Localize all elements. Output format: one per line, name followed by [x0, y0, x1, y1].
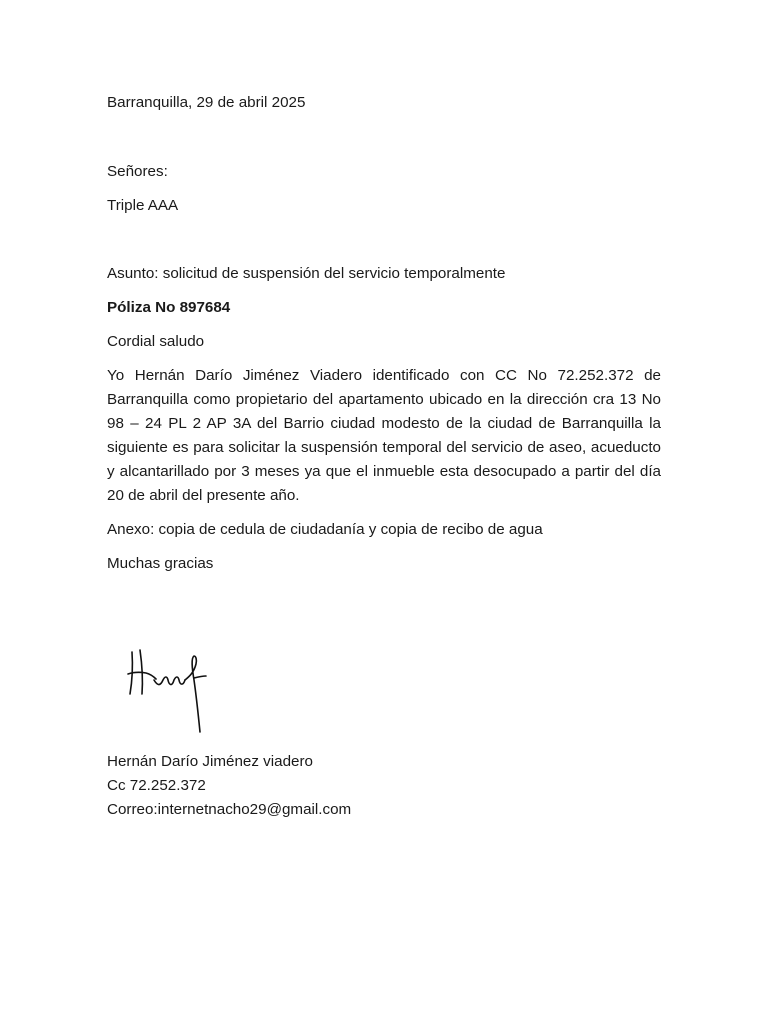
closing: Muchas gracias [107, 555, 214, 572]
signer-email: Correo:internetnacho29@gmail.com [107, 801, 352, 818]
place-date: Barranquilla, 29 de abril 2025 [107, 94, 306, 111]
greeting: Cordial saludo [107, 333, 205, 350]
handwritten-signature [110, 632, 230, 738]
signer-id: Cc 72.252.372 [107, 777, 206, 794]
letter-body: Yo Hernán Darío Jiménez Viadero identificado con CC No 72.252.372 de Barranquilla como propietario del apartamento ubicado en la dirección cra 13 No 98 – 24 PL 2 AP 3A del Barrio ciudad modesto de la ciudad de Barranquilla la siguiente es para solicitar la suspensión temporal del servicio de aseo, acueducto y alcantarillado por 3 meses ya que el inmueble esta desocupado a partir del día 20 de abril del presente año. [107, 367, 661, 504]
recipient: Triple AAA [107, 197, 179, 214]
policy-number: Póliza No 897684 [107, 299, 231, 316]
annex-line: Anexo: copia de cedula de ciudadanía y copia de recibo de agua [107, 521, 543, 538]
salutation: Señores: [107, 163, 168, 180]
subject-line: Asunto: solicitud de suspensión del servicio temporalmente [107, 265, 506, 282]
signer-name: Hernán Darío Jiménez viadero [107, 753, 313, 770]
signer-block [107, 750, 351, 822]
